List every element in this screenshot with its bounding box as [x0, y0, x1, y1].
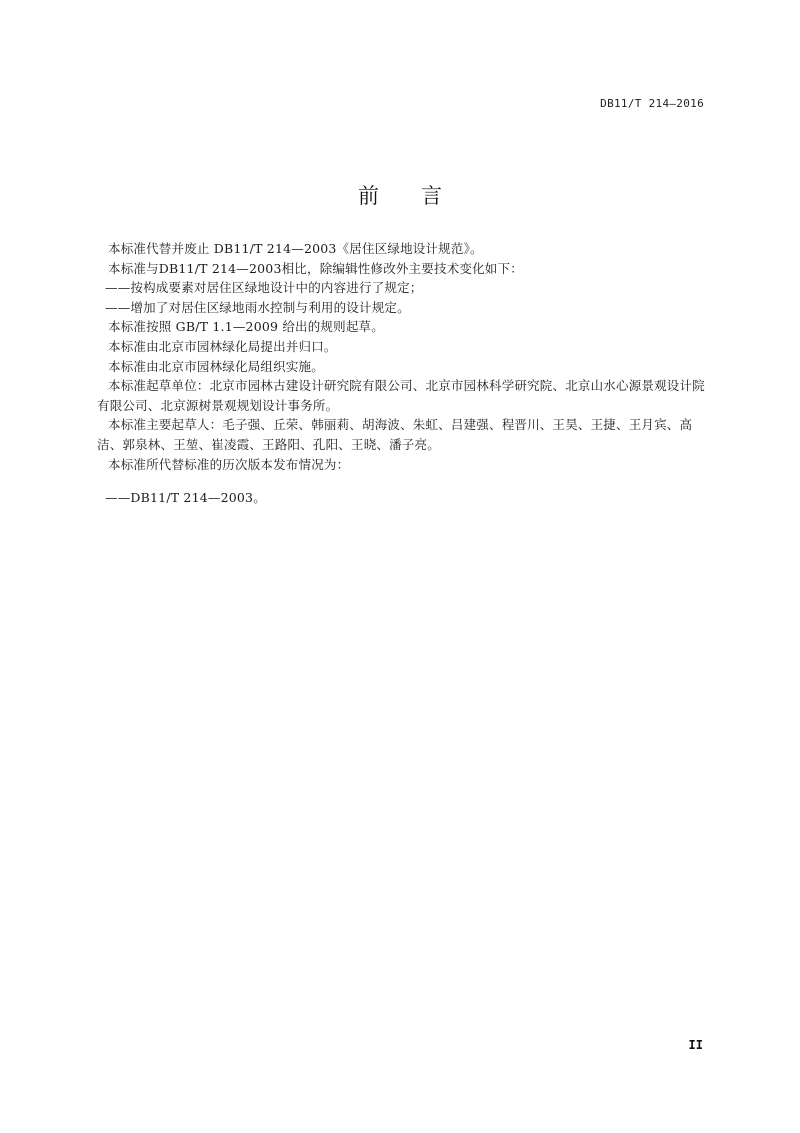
page-title: [0, 180, 800, 210]
paragraph-history-intro: 本标准所代替标准的历次版本发布情况为：: [108, 456, 350, 472]
page-number: II: [688, 1038, 703, 1052]
list-item-change-2: ——增加了对居住区绿地雨水控制与利用的设计规定。: [105, 299, 410, 315]
title-char-2: 言: [421, 184, 442, 208]
paragraph-implementer: 本标准由北京市园林绿化局组织实施。: [108, 358, 324, 374]
title-char-1: 前: [358, 184, 379, 208]
paragraph-drafting-rules: 本标准按照 GB/T 1.1—2009 给出的规则起草。: [108, 319, 384, 335]
history-entry: ——DB11/T 214—2003。: [105, 490, 266, 506]
foreword-body: [97, 239, 711, 508]
paragraph-changes-intro: 本标准与DB11/T 214—2003相比，除编辑性修改外主要技术变化如下：: [108, 260, 523, 276]
paragraph-drafting-units: 本标准起草单位：北京市园林古建设计研究院有限公司、北京市园林科学研究院、北京山水心源景观设计院有限公司、北京源树景观规划设计事务所。: [97, 378, 705, 413]
paragraph-drafters: 本标准主要起草人：毛子强、丘荣、韩丽莉、胡海波、朱虹、吕建强、程晋川、王昊、王捷、王月宾、高洁、郭泉林、王堃、崔凌霞、王路阳、孔阳、王晓、潘子亮。: [97, 417, 693, 452]
paragraph-supersede: 本标准代替并废止 DB11/T 214—2003《居住区绿地设计规范》。: [108, 241, 483, 256]
standard-code: DB11/T 214—2016: [600, 97, 704, 110]
list-item-change-1: ——按构成要素对居住区绿地设计中的内容进行了规定；: [105, 280, 423, 296]
paragraph-proposer: 本标准由北京市园林绿化局提出并归口。: [108, 338, 337, 354]
